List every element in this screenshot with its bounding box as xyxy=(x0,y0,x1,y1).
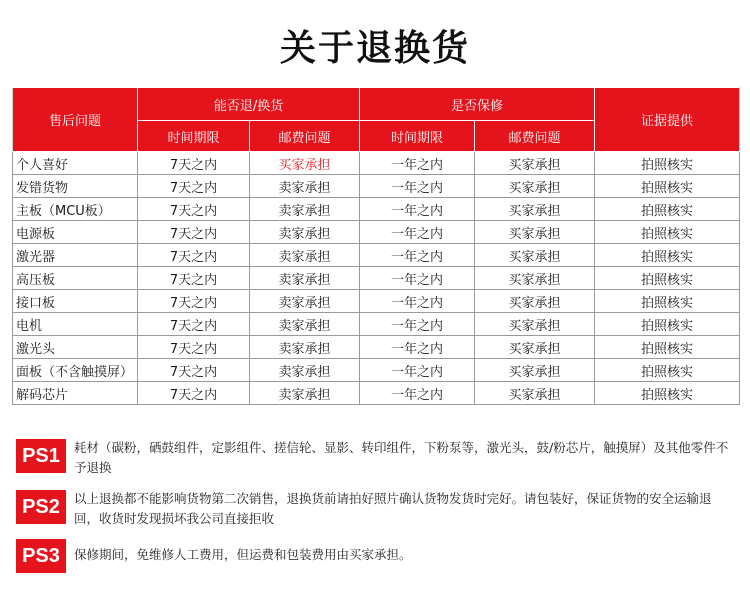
cell-warranty-time-limit: 一年之内 xyxy=(360,313,475,336)
cell-warranty-shipping: 买家承担 xyxy=(475,359,595,382)
cell-return-shipping: 卖家承担 xyxy=(250,267,360,290)
table-row xyxy=(13,221,740,244)
cell-return-time-limit: 7天之内 xyxy=(138,336,250,359)
cell-warranty-time-limit: 一年之内 xyxy=(360,198,475,221)
table-row xyxy=(13,290,740,313)
cell-evidence: 拍照核实 xyxy=(595,382,740,405)
cell-item-name: 面板（不含触摸屏） xyxy=(13,359,138,382)
ps1-badge: PS1 xyxy=(16,439,66,473)
cell-item-name: 接口板 xyxy=(13,290,138,313)
cell-return-shipping: 卖家承担 xyxy=(250,221,360,244)
cell-item-name: 高压板 xyxy=(13,267,138,290)
cell-return-shipping: 买家承担 xyxy=(250,152,360,175)
cell-return-time-limit: 7天之内 xyxy=(138,290,250,313)
cell-evidence: 拍照核实 xyxy=(595,152,740,175)
table-row xyxy=(13,313,740,336)
cell-evidence: 拍照核实 xyxy=(595,313,740,336)
cell-warranty-time-limit: 一年之内 xyxy=(360,382,475,405)
cell-warranty-time-limit: 一年之内 xyxy=(360,221,475,244)
table-row xyxy=(13,336,740,359)
header-return-exchange: 能否退/换货 xyxy=(138,88,360,121)
header-warranty-shipping: 邮费问题 xyxy=(475,121,595,152)
cell-return-shipping: 卖家承担 xyxy=(250,175,360,198)
cell-return-time-limit: 7天之内 xyxy=(138,313,250,336)
cell-warranty-shipping: 买家承担 xyxy=(475,152,595,175)
table-row xyxy=(13,267,740,290)
table-row xyxy=(13,152,740,175)
ps1-text: 耗材（碳粉，硒鼓组件，定影组件、搓信轮、显影、转印组件，下粉泵等，激光头，鼓/粉芯片，触摸屏）及其他零件不予退换 xyxy=(74,440,729,475)
cell-return-shipping: 卖家承担 xyxy=(250,313,360,336)
page-title: 关于退换货 xyxy=(279,28,470,69)
cell-evidence: 拍照核实 xyxy=(595,198,740,221)
cell-warranty-time-limit: 一年之内 xyxy=(360,267,475,290)
cell-evidence: 拍照核实 xyxy=(595,290,740,313)
cell-return-time-limit: 7天之内 xyxy=(138,382,250,405)
ps3-text: 保修期间，免维修人工费用，但运费和包装费用由买家承担。 xyxy=(74,547,412,562)
cell-evidence: 拍照核实 xyxy=(595,175,740,198)
cell-warranty-shipping: 买家承担 xyxy=(475,267,595,290)
cell-return-shipping: 卖家承担 xyxy=(250,359,360,382)
cell-warranty-shipping: 买家承担 xyxy=(475,198,595,221)
cell-evidence: 拍照核实 xyxy=(595,336,740,359)
cell-evidence: 拍照核实 xyxy=(595,359,740,382)
cell-evidence: 拍照核实 xyxy=(595,244,740,267)
header-evidence: 证据提供 xyxy=(595,88,740,152)
ps2-text: 以上退换都不能影响货物第二次销售，退换货前请拍好照片确认货物发货时完好。请包装好，保证货物的安全运输退回，收货时发现损坏我公司直接拒收 xyxy=(74,491,712,526)
header-warranty: 是否保修 xyxy=(360,88,595,121)
cell-return-time-limit: 7天之内 xyxy=(138,175,250,198)
cell-item-name: 电源板 xyxy=(13,221,138,244)
cell-warranty-time-limit: 一年之内 xyxy=(360,244,475,267)
ps3-badge: PS3 xyxy=(16,539,66,573)
cell-return-shipping: 卖家承担 xyxy=(250,198,360,221)
table-row xyxy=(13,244,740,267)
cell-warranty-shipping: 买家承担 xyxy=(475,313,595,336)
cell-item-name: 电机 xyxy=(13,313,138,336)
cell-warranty-shipping: 买家承担 xyxy=(475,382,595,405)
cell-item-name: 发错货物 xyxy=(13,175,138,198)
cell-warranty-time-limit: 一年之内 xyxy=(360,359,475,382)
cell-warranty-shipping: 买家承担 xyxy=(475,244,595,267)
cell-return-shipping: 卖家承担 xyxy=(250,290,360,313)
cell-warranty-shipping: 买家承担 xyxy=(475,290,595,313)
cell-warranty-time-limit: 一年之内 xyxy=(360,152,475,175)
cell-evidence: 拍照核实 xyxy=(595,267,740,290)
cell-item-name: 主板（MCU板） xyxy=(13,198,138,221)
cell-return-time-limit: 7天之内 xyxy=(138,221,250,244)
cell-warranty-shipping: 买家承担 xyxy=(475,336,595,359)
cell-item-name: 解码芯片 xyxy=(13,382,138,405)
table-row xyxy=(13,175,740,198)
cell-evidence: 拍照核实 xyxy=(595,221,740,244)
cell-return-time-limit: 7天之内 xyxy=(138,244,250,267)
ps2-badge: PS2 xyxy=(16,490,66,524)
cell-warranty-shipping: 买家承担 xyxy=(475,175,595,198)
cell-item-name: 个人喜好 xyxy=(13,152,138,175)
cell-item-name: 激光头 xyxy=(13,336,138,359)
cell-warranty-time-limit: 一年之内 xyxy=(360,290,475,313)
header-issue: 售后问题 xyxy=(13,88,138,152)
cell-warranty-time-limit: 一年之内 xyxy=(360,336,475,359)
cell-warranty-time-limit: 一年之内 xyxy=(360,175,475,198)
header-return-shipping: 邮费问题 xyxy=(250,121,360,152)
cell-return-time-limit: 7天之内 xyxy=(138,267,250,290)
cell-return-shipping: 卖家承担 xyxy=(250,244,360,267)
table-row xyxy=(13,359,740,382)
header-return-time-limit: 时间期限 xyxy=(138,121,250,152)
table-row xyxy=(13,198,740,221)
cell-return-time-limit: 7天之内 xyxy=(138,198,250,221)
cell-return-time-limit: 7天之内 xyxy=(138,359,250,382)
cell-item-name: 激光器 xyxy=(13,244,138,267)
header-warranty-time-limit: 时间期限 xyxy=(360,121,475,152)
table-row xyxy=(13,382,740,405)
cell-warranty-shipping: 买家承担 xyxy=(475,221,595,244)
cell-return-shipping: 卖家承担 xyxy=(250,336,360,359)
cell-return-time-limit: 7天之内 xyxy=(138,152,250,175)
cell-return-shipping: 卖家承担 xyxy=(250,382,360,405)
after-sales-policy-table xyxy=(12,87,740,405)
